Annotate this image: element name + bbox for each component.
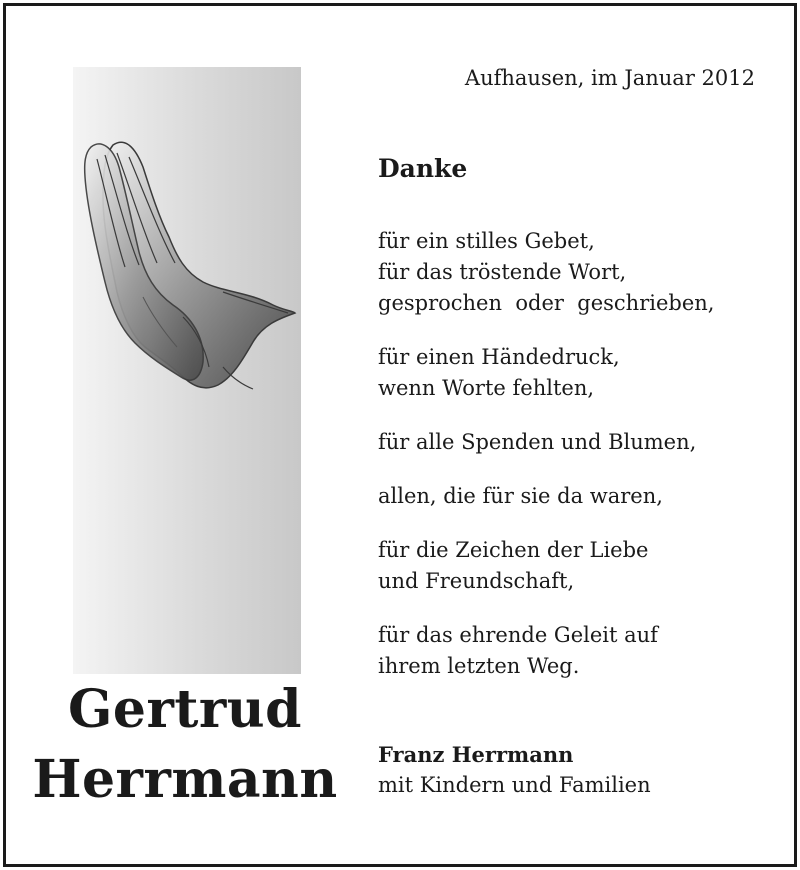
stanza-6 xyxy=(378,620,756,682)
stanza-line: gesprochen oder geschrieben, xyxy=(378,291,715,315)
stanza-line: und Freundschaft, xyxy=(378,569,575,593)
stanza-5 xyxy=(378,535,756,597)
stanza-line: für das tröstende Wort, xyxy=(378,260,627,284)
stanza-line: für ein stilles Gebet, xyxy=(378,229,595,253)
stanza-line: allen, die für sie da waren, xyxy=(378,484,663,508)
stanza-line: für einen Händedruck, xyxy=(378,345,620,369)
stanza-3 xyxy=(378,427,756,458)
stanza-line: für das ehrende Geleit auf xyxy=(378,623,658,647)
signature-subline: mit Kindern und Familien xyxy=(378,773,651,797)
stanza-4 xyxy=(378,481,756,512)
stanza-line: für die Zeichen der Liebe xyxy=(378,538,649,562)
notice-title: Danke xyxy=(378,154,468,183)
deceased-first-name: Gertrud xyxy=(68,679,302,740)
stanza-line: ihrem letzten Weg. xyxy=(378,654,580,678)
stanza-1 xyxy=(378,226,756,319)
place-date: Aufhausen, im Januar 2012 xyxy=(464,66,755,90)
image-panel xyxy=(73,67,301,674)
stanza-2 xyxy=(378,342,756,404)
deceased-last-name: Herrmann xyxy=(32,749,338,810)
signature-name: Franz Herrmann xyxy=(378,742,574,767)
stanza-line: für alle Spenden und Blumen, xyxy=(378,430,697,454)
praying-hands-icon xyxy=(73,67,301,674)
stanza-line: wenn Worte fehlten, xyxy=(378,376,595,400)
